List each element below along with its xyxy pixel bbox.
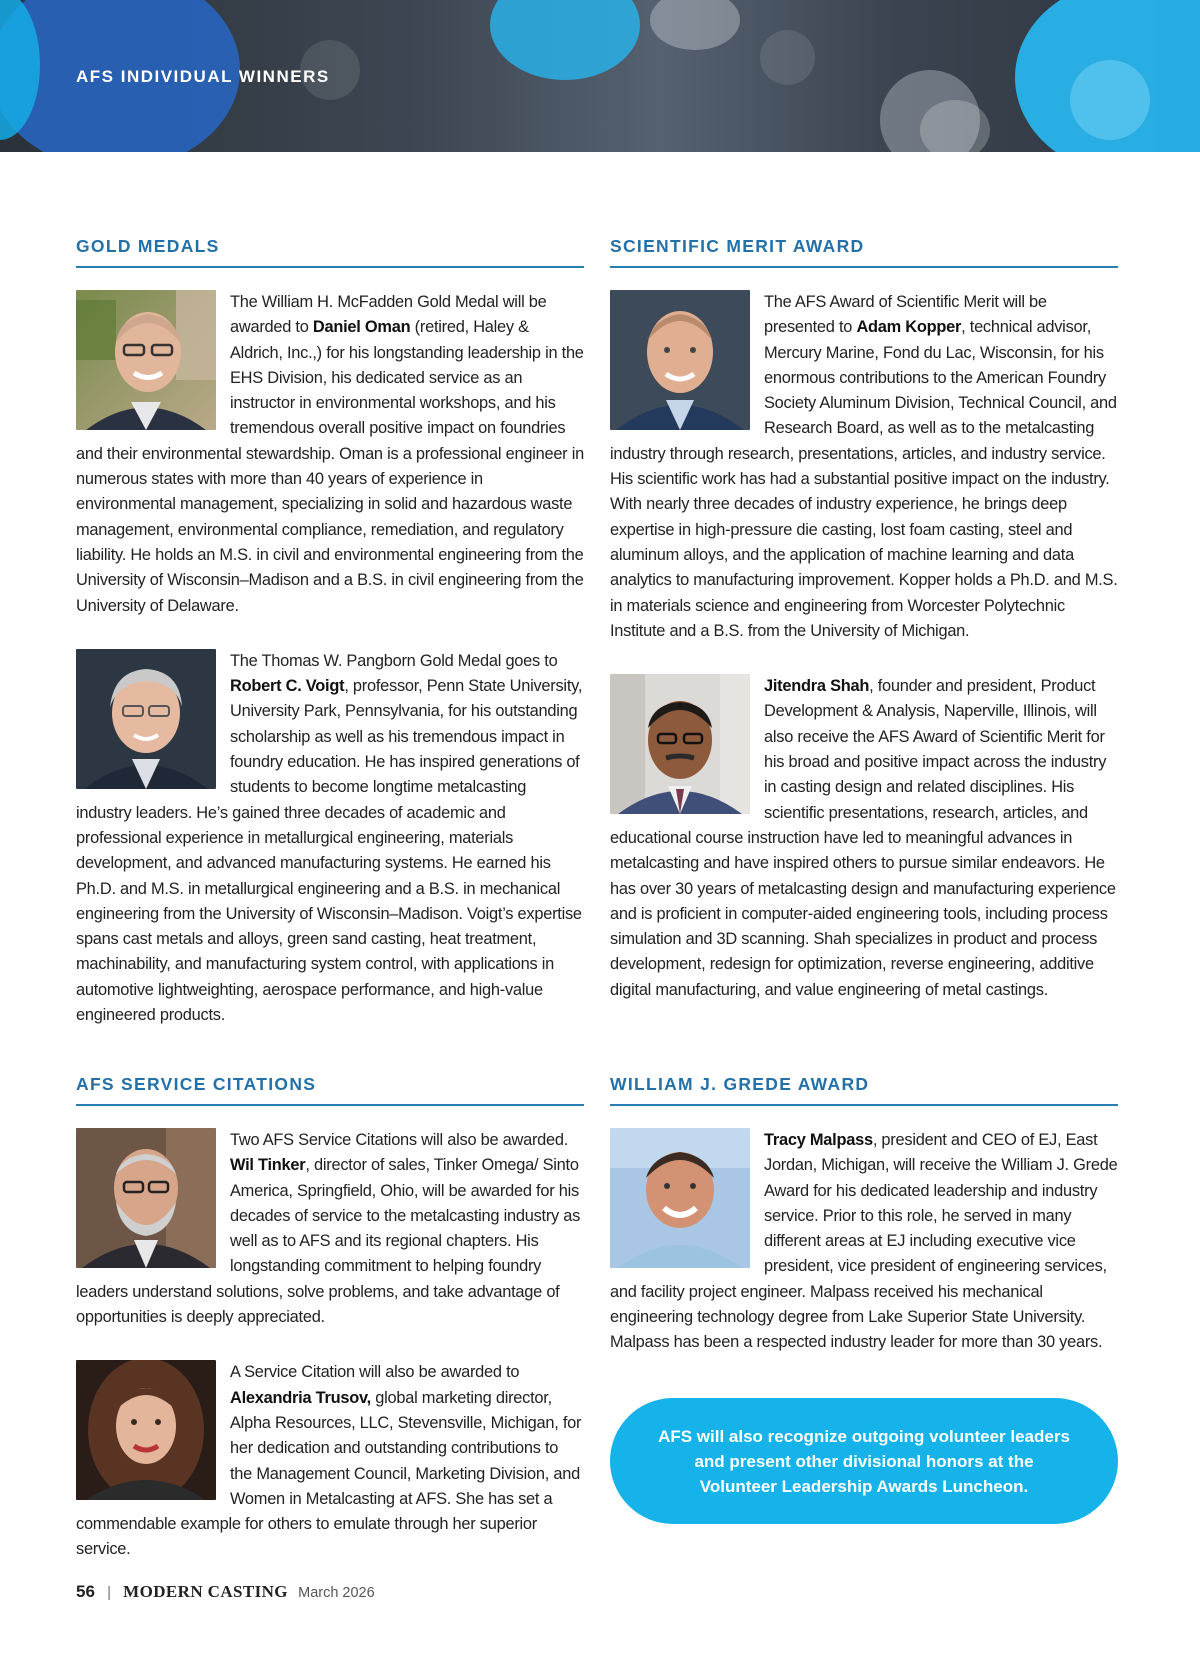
winner-name: Robert C. Voigt — [230, 677, 345, 696]
winner-entry — [76, 1360, 584, 1562]
section-scientific-merit — [610, 236, 1118, 1033]
footer-separator: | — [107, 1584, 111, 1601]
callout-text: AFS will also recognize outgoing volunteer leaders and present other divisional honors at the Volunteer Leadership Awards Luncheon. — [658, 1426, 1070, 1496]
section-service-citations — [76, 1074, 584, 1593]
section-heading: WILLIAM J. GREDE AWARD — [610, 1074, 1118, 1106]
portrait-image — [610, 1128, 750, 1268]
winner-photo — [76, 1360, 216, 1500]
page-number: 56 — [76, 1582, 95, 1601]
page-footer — [76, 1582, 375, 1602]
section-heading: AFS SERVICE CITATIONS — [76, 1074, 584, 1106]
bokeh-circle — [650, 0, 740, 50]
winner-name: Alexandria Trusov, — [230, 1388, 371, 1407]
issue-date: March 2026 — [298, 1585, 375, 1601]
winner-entry — [76, 290, 584, 619]
portrait-image — [76, 1360, 216, 1500]
winner-photo — [610, 674, 750, 814]
winner-photo — [76, 649, 216, 789]
winner-entry — [610, 290, 1118, 644]
winner-entry — [76, 649, 584, 1028]
winner-bio: Jitendra Shah, founder and president, Product Development & Analysis, Naperville, Illinois, will also receive the AFS Award of Scientific Merit for his broad and positive impact across the industry in casting design and related disciplines. His scientific presentations, research, articles, and educational course instruction have led to meaningful advances in metalcasting and have inspired others to pursue similar endeavors. He has over 30 years of metalcasting design and manufacturing experience and is proficient in computer-aided engineering tools, including process simulation and 3D scanning. Shah specializes in product and process development, redesign for optimization, reverse engineering, additive digital manufacturing, and value engineering of metal castings. — [610, 677, 1116, 999]
winner-entry — [610, 1128, 1118, 1356]
winner-bio: Two AFS Service Citations will also be awarded. Wil Tinker, director of sales, Tinker Omega/ Sinto America, Springfield, Ohio, will be awarded for his decades of service to the metalcasting industry as well as to AFS and its regional chapters. His longstanding commitment to helping foundry leaders understand solutions, solve problems, and take advantage of opportunities is deeply appreciated. — [76, 1131, 581, 1327]
winner-name: Tracy Malpass — [764, 1131, 873, 1149]
header-banner — [0, 0, 1200, 152]
winner-photo — [610, 1128, 750, 1268]
portrait-image — [76, 649, 216, 789]
portrait-image — [610, 674, 750, 814]
section-heading: SCIENTIFIC MERIT AWARD — [610, 236, 1118, 268]
portrait-image — [76, 1128, 216, 1268]
winner-bio: Tracy Malpass, president and CEO of EJ, East Jordan, Michigan, will receive the William J. Grede Award for his dedicated leadership and industry service. Prior to this role, he served in many different areas at EJ including executive vice president, vice president of engineering services, and facility project engineer. Malpass received his mechanical engineering technology degree from Lake Superior State University. Malpass has been a respected industry leader for more than 30 years. — [610, 1131, 1118, 1352]
winner-bio: The AFS Award of Scientific Merit will be presented to Adam Kopper, technical advisor, Mercury Marine, Fond du Lac, Wisconsin, for his enormous contributions to the American Foundry Society Aluminum Division, Technical Council, and Research Board, as well as to the metalcasting industry through research, presentations, articles, and industry service. His scientific work has had a substantial positive impact on the industry. With nearly three decades of industry experience, he brings deep expertise in high-pressure die casting, lost foam casting, steel and aluminum alloys, and the application of machine learning and data analytics to manufacturing improvement. Kopper holds a Ph.D. and M.S. in materials science and engineering from Worcester Polytechnic Institute and a B.S. from the University of Michigan. — [610, 293, 1118, 640]
banner-title: AFS INDIVIDUAL WINNERS — [76, 67, 330, 86]
winner-photo — [76, 290, 216, 430]
winner-bio: The William H. McFadden Gold Medal will be awarded to Daniel Oman (retired, Haley & Aldrich, Inc.,) for his longstanding leadership in the EHS Division, his dedicated service as an instructor in environmental workshops, and his tremendous overall positive impact on foundries and their environmental stewardship. Oman is a professional engineer in numerous states with more than 40 years of experience in environmental management, specializing in solid and hazardous waste management, environmental compliance, remediation, and regulatory liability. He holds an M.S. in civil and environmental engineering from the University of Wisconsin–Madison and a B.S. in civil engineering from the University of Delaware. — [76, 293, 584, 615]
section-gold-medals — [76, 236, 584, 1058]
portrait-image — [610, 290, 750, 430]
winner-photo — [76, 1128, 216, 1268]
bokeh-circle — [920, 100, 990, 152]
winner-photo — [610, 290, 750, 430]
bokeh-circle — [1070, 60, 1150, 140]
winner-entry — [76, 1128, 584, 1330]
section-heading: GOLD MEDALS — [76, 236, 584, 268]
winner-bio: A Service Citation will also be awarded to Alexandria Trusov, global marketing director, Alpha Resources, LLC, Stevensville, Michigan, for her dedication and outstanding contributions to the Management Council, Marketing Division, and Women in Metalcasting at AFS. She has set a commendable example for others to emulate through her superior service. — [76, 1363, 582, 1559]
winner-entry — [610, 674, 1118, 1003]
winner-name: Wil Tinker — [230, 1156, 306, 1175]
winner-name: Jitendra Shah — [764, 677, 870, 696]
bokeh-circle — [490, 0, 640, 80]
bokeh-circle — [760, 30, 815, 85]
portrait-image — [76, 290, 216, 430]
winner-name: Adam Kopper — [856, 318, 962, 337]
magazine-name: MODERN CASTING — [123, 1582, 288, 1601]
winner-name: Daniel Oman — [312, 318, 411, 337]
section-grede-award — [610, 1074, 1118, 1386]
luncheon-callout — [610, 1398, 1118, 1524]
winner-bio: The Thomas W. Pangborn Gold Medal goes to Robert C. Voigt, professor, Penn State University, University Park, Pennsylvania, for his outstanding scholarship as well as his tremendous impact in foundry education. He has inspired generations of students to become longtime metalcasting industry leaders. He’s gained three decades of academic and professional experience in metallurgical engineering, materials development, and advanced manufacturing systems. He earned his Ph.D. and M.S. in metallurgical engineering and a B.S. in mechanical engineering from the University of Wisconsin–Madison. Voigt’s expertise spans cast metals and alloys, green sand casting, heat treatment, machinability, and manufacturing system control, with applications in automotive lightweighting, aerospace performance, and high-value engineered products. — [76, 651, 583, 1025]
